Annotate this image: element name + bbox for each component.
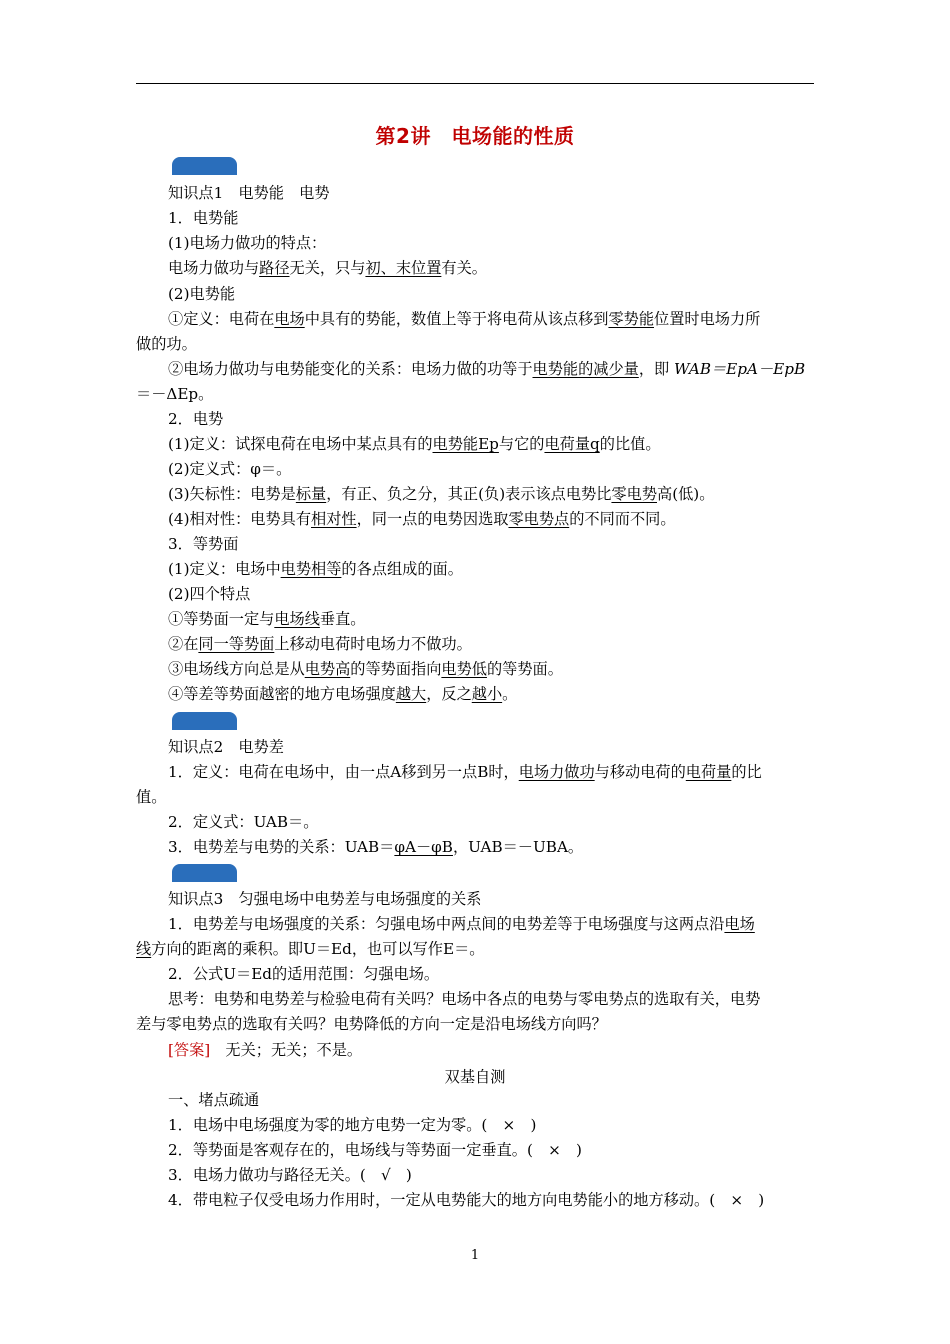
selftest-q4: 4．带电粒子仅受电场力作用时，一定从电势能大的地方向电势能小的地方移动。( × )	[168, 1191, 765, 1209]
page-title: 第2讲 电场能的性质	[375, 124, 575, 148]
kp1-e2: (2)四个特点	[168, 585, 251, 603]
kp2-d1: 1．定义：电荷在电场中，由一点A移到另一点B时，电场力做功与移动电荷的电荷量的比	[168, 763, 762, 781]
section-badge	[172, 157, 237, 175]
kp3-heading: 知识点3 匀强电场中电势差与电场强度的关系	[168, 890, 482, 908]
kp1-s1-1: (1)电场力做功的特点：	[168, 234, 327, 252]
kp1-s1-1-text: 电场力做功与路径无关，只与初、末位置有关。	[168, 259, 487, 277]
selftest-q1: 1．电场中电场强度为零的地方电势一定为零。( × )	[168, 1116, 537, 1134]
kp1-f1: ①等势面一定与电场线垂直。	[168, 610, 366, 628]
selftest-q2: 2．等势面是客观存在的，电场线与等势面一定垂直。( × )	[168, 1141, 582, 1159]
kp1-heading: 知识点1 电势能 电势	[168, 184, 330, 202]
kp1-s1-2: (2)电势能	[168, 285, 236, 303]
kp3-a2: 2．公式U＝Ed的适用范围：匀强电场。	[168, 965, 440, 983]
kp1-f2: ②在同一等势面上移动电荷时电场力不做功。	[168, 635, 472, 653]
answer-tag: [答案]	[168, 1041, 211, 1059]
kp2-d3: 3．电势差与电势的关系：UAB＝φA－φB，UAB＝－UBA。	[168, 838, 584, 856]
section-badge	[172, 864, 237, 882]
kp3-a1: 1．电势差与电场强度的关系：匀强电场中两点间的电势差等于电场强度与这两点沿电场	[168, 915, 755, 933]
kp1-rel-cont: ＝－ΔEp。	[136, 385, 214, 403]
kp1-p2: (2)定义式：φ＝。	[168, 460, 292, 478]
selftest-q3: 3．电场力做功与路径无关。( √ )	[168, 1166, 412, 1184]
kp3-answer: [答案] 无关；无关；不是。	[168, 1041, 363, 1059]
kp3-think: 思考：电势和电势差与检验电荷有关吗？电场中各点的电势与零电势点的选取有关，电势	[168, 990, 761, 1008]
kp2-d2: 2．定义式：UAB＝。	[168, 813, 319, 831]
kp1-s3: 3．等势面	[168, 535, 239, 553]
kp1-e1: (1)定义：电场中电势相等的各点组成的面。	[168, 560, 463, 578]
kp2-heading: 知识点2 电势差	[168, 738, 284, 756]
kp1-f4: ④等差等势面越密的地方电场强度越大，反之越小。	[168, 685, 518, 703]
kp1-s1: 1．电势能	[168, 209, 239, 227]
page-number: 1	[470, 1248, 480, 1263]
kp2-d1-cont: 值。	[136, 788, 167, 806]
kp3-think-cont: 差与零电势点的选取有关吗？电势降低的方向一定是沿电场线方向吗？	[136, 1015, 607, 1033]
kp1-p4: (4)相对性：电势具有相对性，同一点的电势因选取零电势点的不同而不同。	[168, 510, 676, 528]
kp1-p3: (3)矢标性：电势是标量，有正、负之分，其正(负)表示该点电势比零电势高(低)。	[168, 485, 715, 503]
selftest-section: 一、堵点疏通	[168, 1091, 260, 1109]
kp1-p1: (1)定义：试探电荷在电场中某点具有的电势能Ep与它的电荷量q的比值。	[168, 435, 661, 453]
kp1-def: ①定义：电荷在电场中具有的势能，数值上等于将电荷从该点移到零势能位置时电场力所	[168, 310, 761, 328]
kp1-f3: ③电场线方向总是从电势高的等势面指向电势低的等势面。	[168, 660, 563, 678]
kp1-rel: ②电场力做功与电势能变化的关系：电场力做的功等于电势能的减少量，即 WAB＝EpA－EpB	[168, 360, 806, 378]
selftest-title: 双基自测	[444, 1068, 506, 1086]
kp1-s2: 2．电势	[168, 410, 224, 428]
section-badge	[172, 712, 237, 730]
kp3-a1-cont: 线方向的距离的乘积。即U＝Ed，也可以写作E＝。	[136, 940, 485, 958]
kp1-def-cont: 做的功。	[136, 335, 197, 353]
header-rule	[136, 83, 814, 84]
